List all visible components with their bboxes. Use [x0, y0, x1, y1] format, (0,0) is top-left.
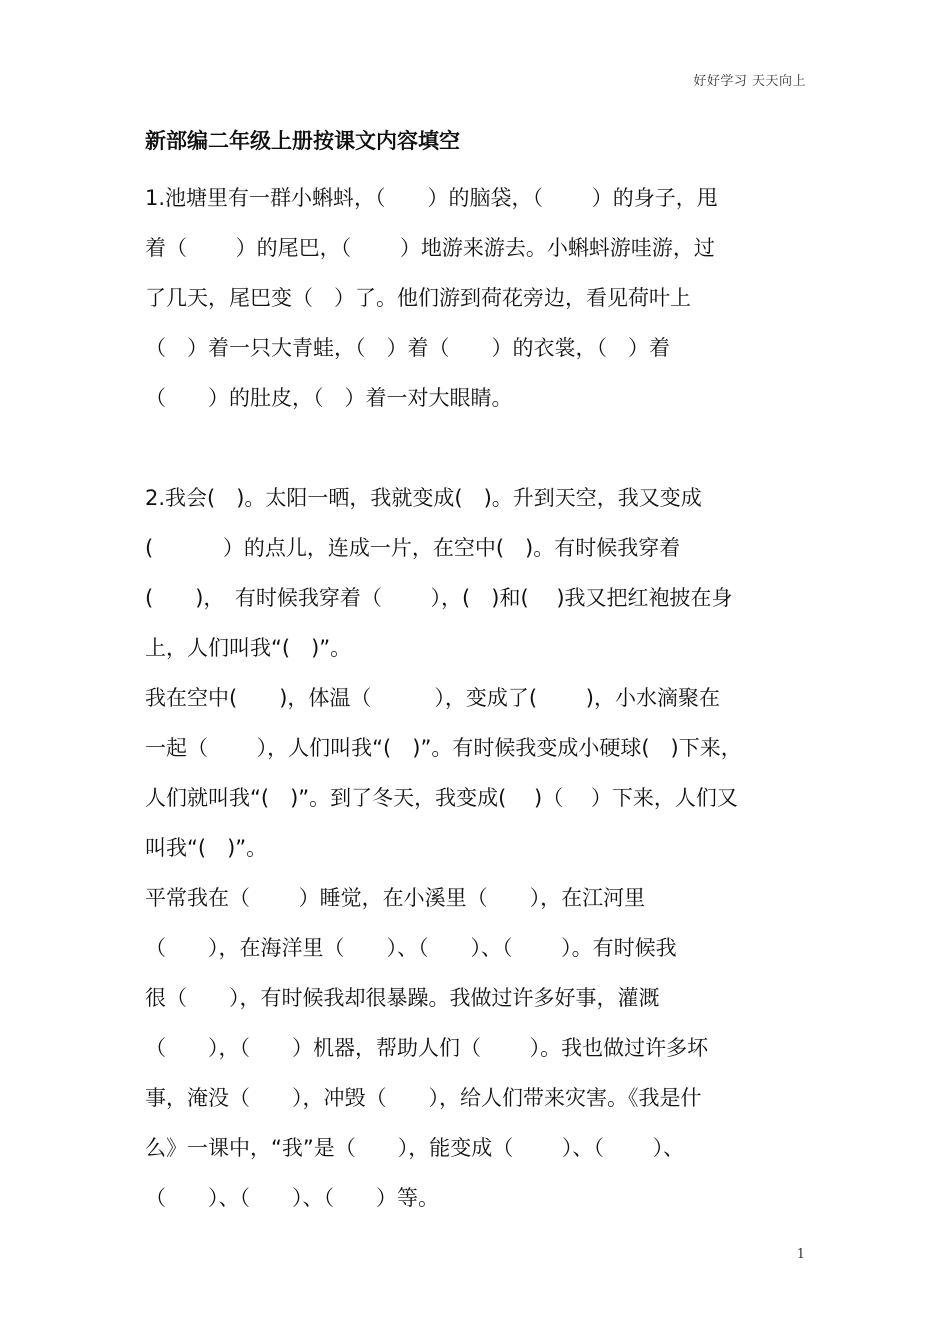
text-line: ( )， 有时候我穿着（ ），( )和( )我又把红袍披在身	[145, 586, 733, 610]
section-spacer	[145, 423, 810, 473]
text-line: 么》一课中，“我”是（ ），能变成（ ）、（ ）、	[145, 1136, 685, 1160]
text-line: 人们就叫我“( )”。到了冬天，我变成( )（ ）下来，人们又	[145, 786, 738, 810]
text-line: 平常我在（ ）睡觉，在小溪里（ ），在江河里	[145, 886, 646, 910]
text-line: （ ）的肚皮，（ ）着一对大眼睛。	[145, 386, 513, 410]
text-line: 上，人们叫我“( )”。	[145, 636, 352, 660]
text-line: 着（ ）的尾巴，（ ）地游来游去。小蝌蚪游哇游，过	[145, 236, 715, 260]
text-line: 很（ ），有时候我却很暴躁。我做过许多好事，灌溉	[145, 986, 660, 1010]
text-line: 叫我“( )”。	[145, 836, 268, 860]
text-line: 1.池塘里有一群小蝌蚪，（ ）的脑袋，（ ）的身子，甩	[145, 186, 718, 210]
section-2	[145, 473, 810, 1223]
text-line: 2.我会( )。太阳一晒，我就变成( )。升到天空，我又变成	[145, 486, 702, 510]
text-line: 了几天，尾巴变（ ）了。他们游到荷花旁边，看见荷叶上	[145, 286, 691, 310]
text-line: 一起（ ），人们叫我“( )”。有时候我变成小硬球( )下来，	[145, 736, 742, 760]
text-line: 事，淹没（ ），冲毁（ ），给人们带来灾害。《我是什	[145, 1086, 702, 1110]
section-1	[145, 173, 810, 423]
document-body	[145, 123, 810, 1223]
text-line: （ ）、（ ）、（ ）等。	[145, 1186, 439, 1210]
text-line: ( ）的点儿，连成一片，在空中( )。有时候我穿着	[145, 536, 681, 560]
text-line: （ ），（ ）机器，帮助人们（ ）。我也做过许多坏	[145, 1036, 709, 1060]
text-line: （ ），在海洋里（ ）、（ ）、（ ）。有时候我	[145, 936, 677, 960]
text-line: 我在空中( )，体温（ ），变成了( )，小水滴聚在	[145, 686, 720, 710]
document-title: 新部编二年级上册按课文内容填空	[145, 129, 460, 153]
page-number: 1	[796, 1247, 805, 1262]
text-line: （ ）着一只大青蛙，（ ）着（ ）的衣裳，（ ）着	[145, 336, 670, 360]
header-motto: 好好学习 天天向上	[693, 74, 806, 89]
